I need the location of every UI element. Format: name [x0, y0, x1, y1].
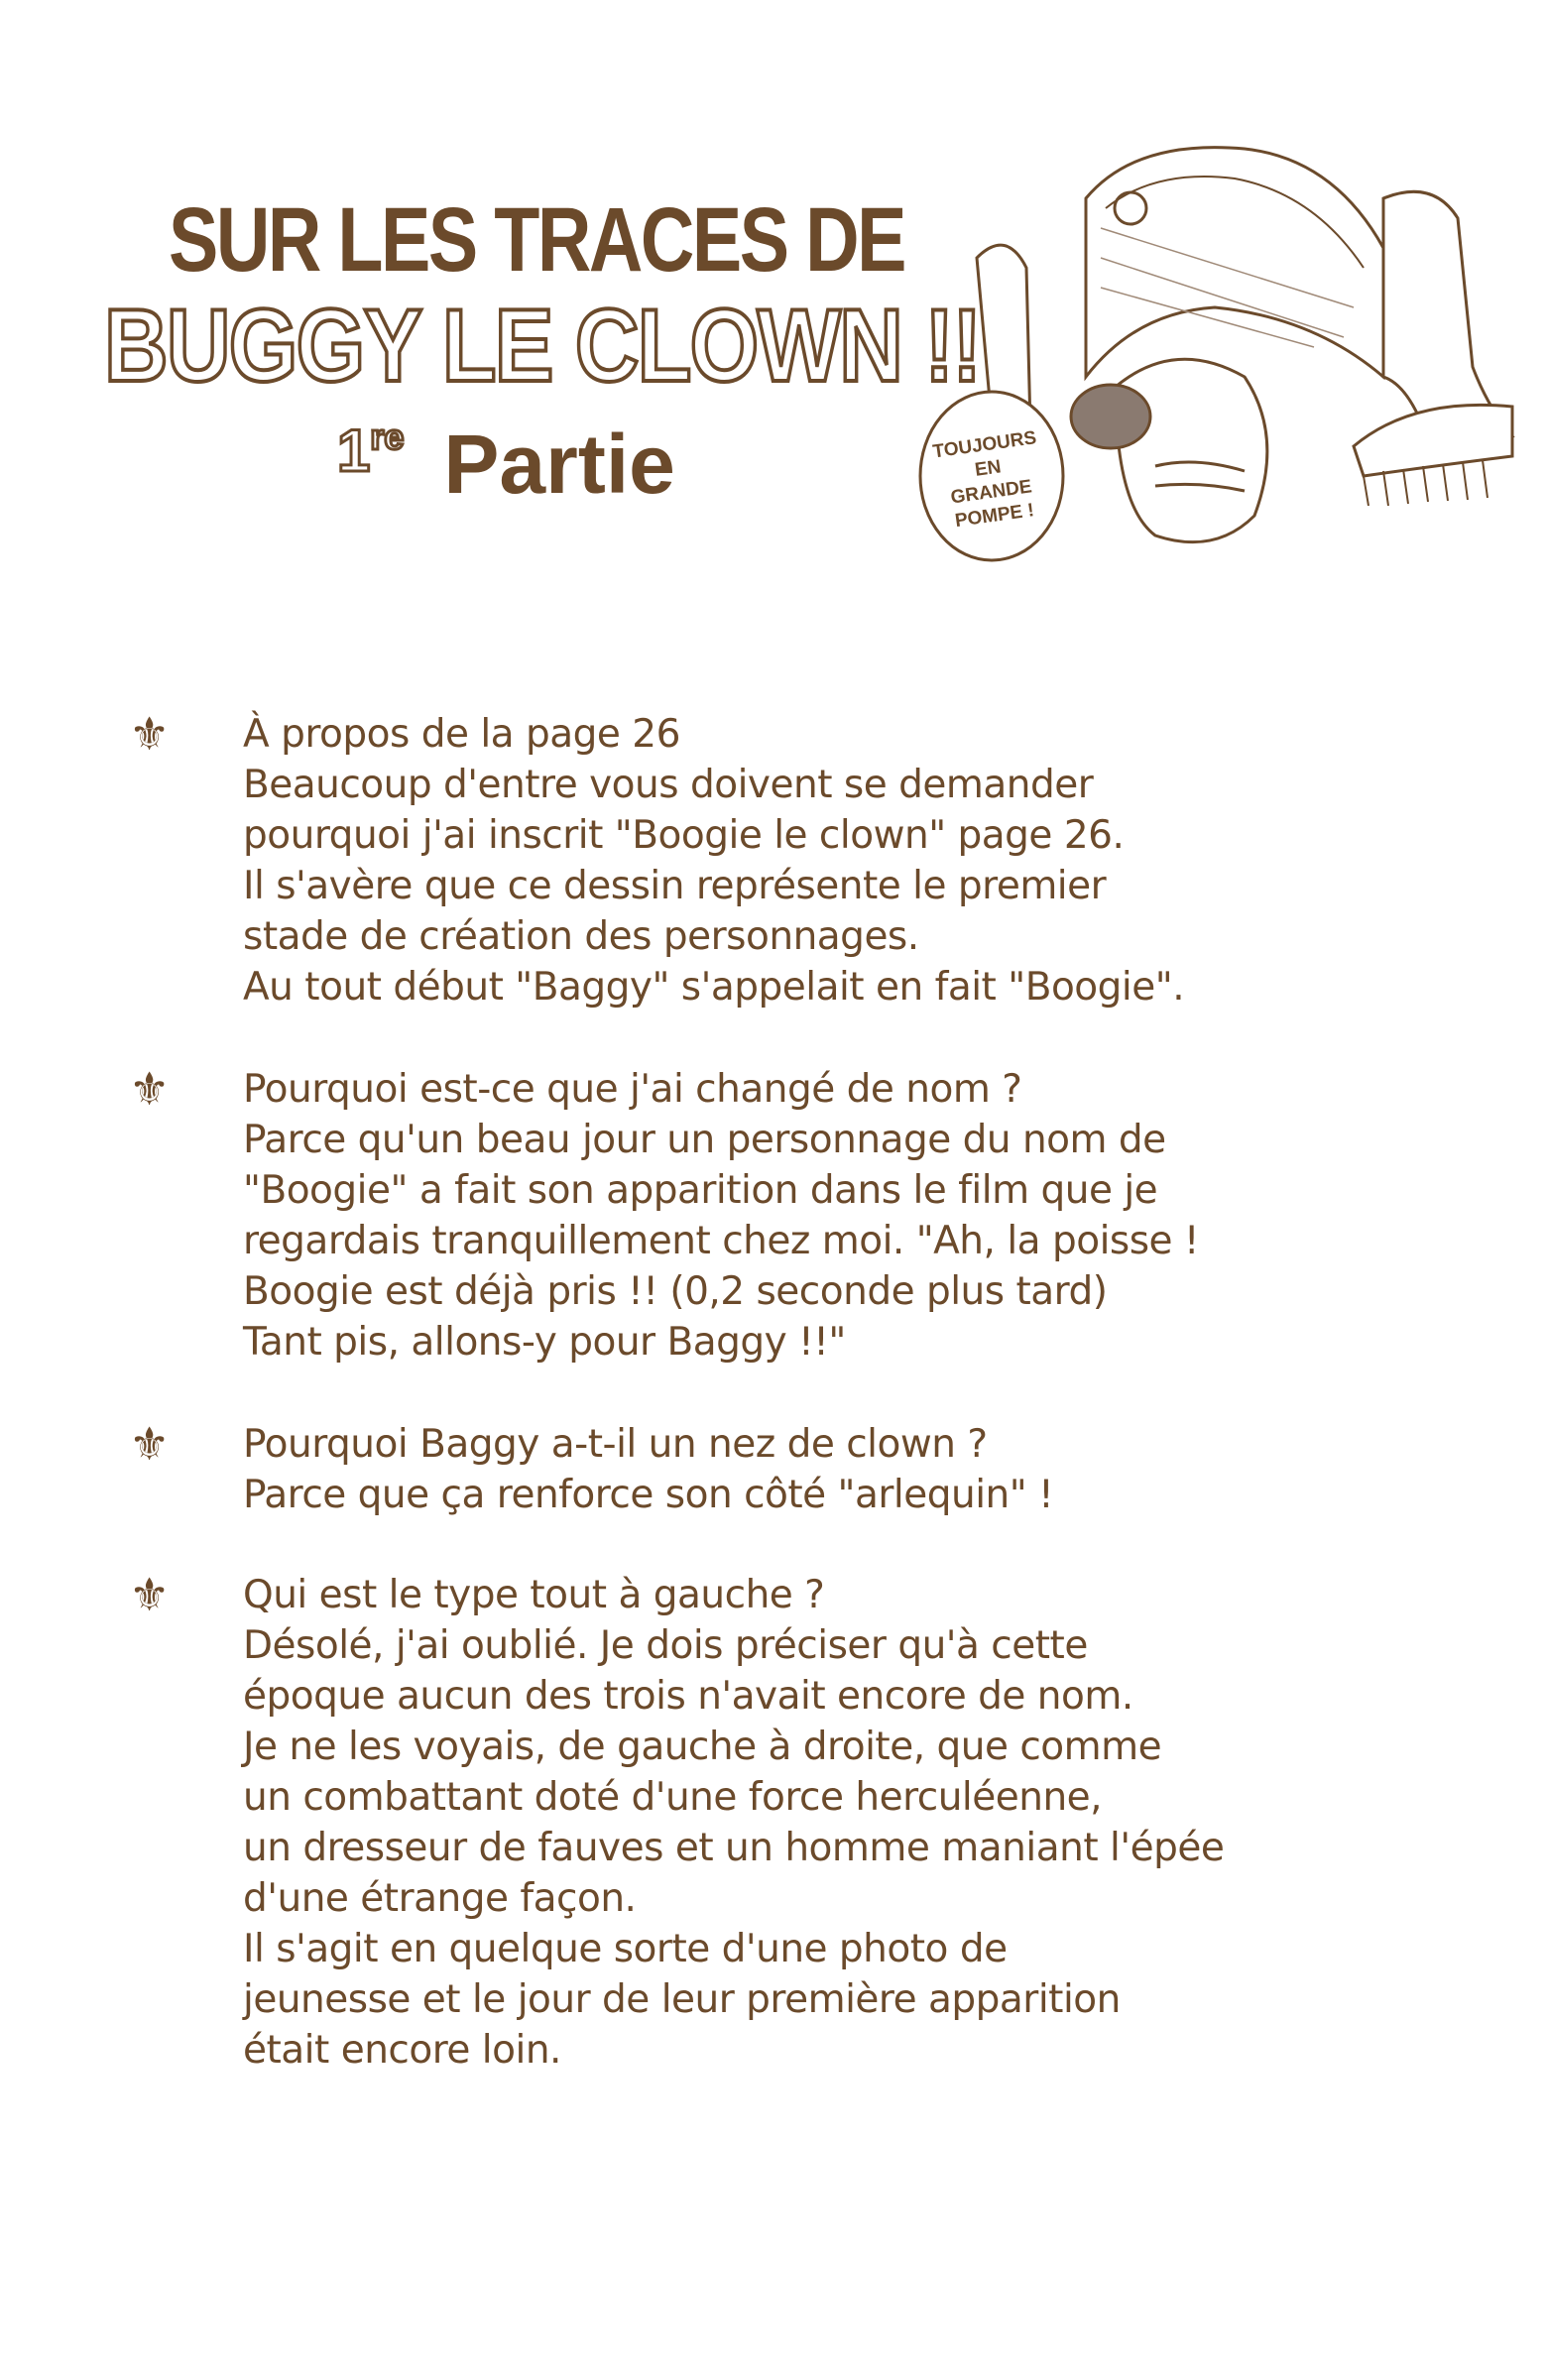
- text-line: d'une étrange façon.: [243, 1876, 637, 1921]
- text-line: Tant pis, allons-y pour Baggy !!": [243, 1320, 846, 1365]
- bubble-line: TOUJOURS: [931, 427, 1038, 463]
- fleur-de-lis-icon: ⚜: [129, 1417, 171, 1471]
- text-line: Parce qu'un beau jour un personnage du nom de: [243, 1118, 1166, 1162]
- text-line: un dresseur de fauves et un homme maniant l'épée: [243, 1826, 1225, 1870]
- text-line: jeunesse et le jour de leur première apparition: [243, 1977, 1121, 2022]
- text-line: Je ne les voyais, de gauche à droite, que comme: [243, 1725, 1162, 1769]
- text-line: un combattant doté d'une force herculéenne,: [243, 1775, 1103, 1820]
- text-line: Au tout début "Baggy" s'appelait en fait "Boogie".: [243, 965, 1185, 1010]
- fleur-de-lis-icon: ⚜: [129, 1062, 171, 1116]
- fleur-de-lis-icon: ⚜: [129, 1568, 171, 1621]
- text-line: Il s'avère que ce dessin représente le premier: [243, 864, 1107, 908]
- part-number-digit: 1: [337, 417, 371, 484]
- title-line-2: BUGGY LE CLOWN !!: [104, 289, 981, 404]
- text-line: Parce que ça renforce son côté "arlequin" !: [243, 1473, 1054, 1517]
- bubble-line: POMPE !: [953, 500, 1036, 533]
- text-line: était encore loin.: [243, 2028, 561, 2073]
- part-label: Partie: [443, 417, 675, 511]
- speech-bubble: [910, 393, 1070, 569]
- section-heading: Pourquoi Baggy a-t-il un nez de clown ?: [243, 1422, 988, 1467]
- part-suffix: re: [370, 416, 405, 457]
- section-heading: À propos de la page 26: [243, 712, 680, 757]
- fleur-de-lis-icon: ⚜: [129, 707, 171, 761]
- text-line: stade de création des personnages.: [243, 914, 919, 959]
- bubble-line: GRANDE: [949, 476, 1033, 509]
- text-line: pourquoi j'ai inscrit "Boogie le clown" page 26.: [243, 813, 1125, 858]
- section-heading: Pourquoi est-ce que j'ai changé de nom ?: [243, 1067, 1022, 1112]
- text-line: regardais tranquillement chez moi. "Ah, la poisse !: [243, 1219, 1200, 1263]
- bubble-line: EN: [973, 456, 1003, 481]
- text-line: Beaucoup d'entre vous doivent se demander: [243, 763, 1094, 807]
- text-line: "Boogie" a fait son apparition dans le film que je: [243, 1168, 1158, 1213]
- text-line: époque aucun des trois n'avait encore de nom.: [243, 1674, 1133, 1719]
- text-line: Boogie est déjà pris !! (0,2 seconde plus tard): [243, 1269, 1108, 1314]
- part-number: [337, 416, 404, 485]
- title-line-1: SUR LES TRACES DE: [169, 189, 905, 291]
- text-line: Il s'agit en quelque sorte d'une photo de: [243, 1927, 1008, 1971]
- section-heading: Qui est le type tout à gauche ?: [243, 1573, 825, 1617]
- text-line: Désolé, j'ai oublié. Je dois préciser qu'à cette: [243, 1623, 1088, 1668]
- part-heading: [337, 416, 675, 513]
